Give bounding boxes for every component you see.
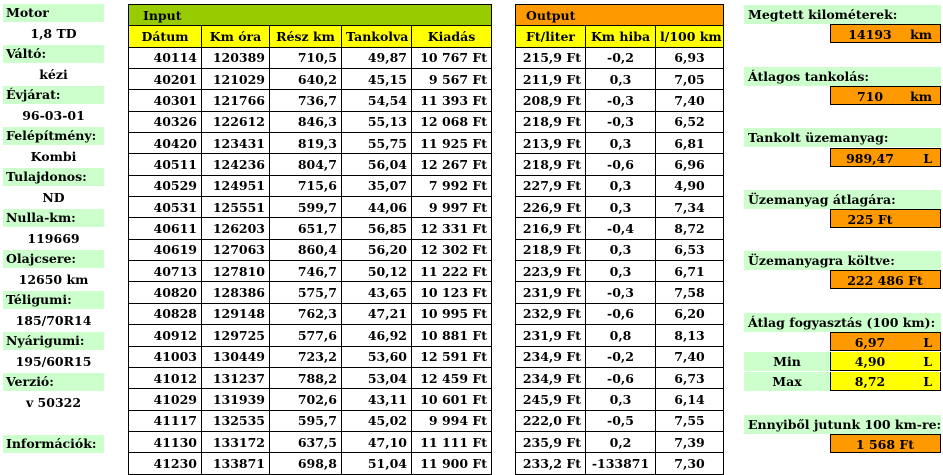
odometer-cell[interactable]: 124951 bbox=[202, 175, 270, 196]
avg-price-value: 225 Ft bbox=[847, 212, 893, 227]
info-label[interactable]: Információk: bbox=[3, 435, 104, 453]
refuelled-cell[interactable]: 55,13 bbox=[342, 111, 412, 132]
input-table-row bbox=[129, 303, 492, 324]
price-per-liter-cell: 232,9 Ft bbox=[516, 303, 586, 324]
column-header-consumption: l/100 km bbox=[656, 26, 724, 47]
price-per-liter-cell: 216,9 Ft bbox=[516, 218, 586, 239]
distance-unit: km bbox=[910, 27, 932, 42]
date-cell[interactable]: 40301 bbox=[129, 90, 202, 111]
output-title-row bbox=[516, 5, 724, 26]
refuelled-cell[interactable]: 49,87 bbox=[342, 47, 412, 68]
price-per-liter-cell: 213,9 Ft bbox=[516, 133, 586, 154]
fuel-spent-box[interactable] bbox=[830, 270, 941, 289]
km-error-cell: 0,3 bbox=[586, 389, 656, 410]
km-error-cell: -0,6 bbox=[586, 367, 656, 388]
trip-km-cell[interactable]: 819,3 bbox=[270, 133, 342, 154]
consumption-cell: 7,40 bbox=[656, 90, 724, 111]
refuelled-cell[interactable]: 51,04 bbox=[342, 453, 412, 474]
date-cell[interactable]: 41230 bbox=[129, 453, 202, 474]
body-label: Felépítmény: bbox=[3, 127, 104, 145]
consumption-cell: 7,30 bbox=[656, 453, 724, 474]
consumption-cell: 6,14 bbox=[656, 389, 724, 410]
trip-km-cell[interactable]: 804,7 bbox=[270, 154, 342, 175]
km-error-cell: 0,2 bbox=[586, 431, 656, 452]
output-table-row bbox=[516, 90, 724, 111]
refuelled-cell[interactable]: 44,06 bbox=[342, 197, 412, 218]
gearbox-label: Váltó: bbox=[3, 45, 104, 63]
km-error-cell: -0,3 bbox=[586, 111, 656, 132]
date-cell[interactable]: 40511 bbox=[129, 154, 202, 175]
date-cell[interactable]: 40820 bbox=[129, 282, 202, 303]
output-table-row bbox=[516, 346, 724, 367]
trip-km-cell[interactable]: 746,7 bbox=[270, 261, 342, 282]
consumption-avg-unit: L bbox=[923, 335, 932, 350]
price-per-liter-cell: 234,9 Ft bbox=[516, 367, 586, 388]
expense-cell[interactable]: 12 068 Ft bbox=[412, 111, 492, 132]
km-error-cell: 0,3 bbox=[586, 261, 656, 282]
expense-cell[interactable]: 9 567 Ft bbox=[412, 69, 492, 90]
consumption-avg-value: 6,97 bbox=[854, 335, 886, 350]
input-table-row bbox=[129, 389, 492, 410]
trip-km-cell[interactable]: 595,7 bbox=[270, 410, 342, 431]
input-title: Input bbox=[129, 5, 492, 26]
refuelled-cell[interactable]: 56,20 bbox=[342, 239, 412, 260]
refuelled-cell[interactable]: 56,04 bbox=[342, 154, 412, 175]
expense-cell[interactable]: 12 459 Ft bbox=[412, 367, 492, 388]
trip-km-cell[interactable]: 846,3 bbox=[270, 111, 342, 132]
km-error-cell: 0,3 bbox=[586, 197, 656, 218]
input-table-row bbox=[129, 154, 492, 175]
km-error-cell: -0,6 bbox=[586, 154, 656, 175]
consumption-cell: 7,34 bbox=[656, 197, 724, 218]
input-table-row bbox=[129, 111, 492, 132]
expense-cell[interactable]: 9 997 Ft bbox=[412, 197, 492, 218]
avg-refuel-value: 710 bbox=[856, 89, 884, 104]
date-cell[interactable]: 40611 bbox=[129, 218, 202, 239]
output-table-row bbox=[516, 69, 724, 90]
fuel-total-unit: L bbox=[923, 151, 932, 166]
cost-100-label: Ennyiből jutunk 100 km-re: bbox=[744, 415, 941, 434]
refuelled-cell[interactable]: 53,04 bbox=[342, 367, 412, 388]
consumption-min-box[interactable] bbox=[830, 352, 941, 371]
output-table-row bbox=[516, 239, 724, 260]
date-cell[interactable]: 40619 bbox=[129, 239, 202, 260]
column-header-odometer: Km óra bbox=[202, 26, 270, 47]
owner-label: Tulajdonos: bbox=[3, 168, 104, 186]
body-value[interactable]: Kombi bbox=[30, 149, 77, 164]
input-table-row bbox=[129, 325, 492, 346]
odometer-cell[interactable]: 130449 bbox=[202, 346, 270, 367]
price-per-liter-cell: 227,9 Ft bbox=[516, 175, 586, 196]
consumption-min-unit: L bbox=[923, 354, 932, 369]
trip-km-cell[interactable]: 702,6 bbox=[270, 389, 342, 410]
expense-cell[interactable]: 10 601 Ft bbox=[412, 389, 492, 410]
gearbox-value[interactable]: kézi bbox=[39, 67, 68, 82]
refuelled-cell[interactable]: 46,92 bbox=[342, 325, 412, 346]
consumption-cell: 6,71 bbox=[656, 261, 724, 282]
output-table-row bbox=[516, 175, 724, 196]
km-error-cell: -0,2 bbox=[586, 346, 656, 367]
version-label: Verzió: bbox=[3, 373, 104, 391]
output-table bbox=[515, 4, 724, 475]
consumption-cell: 7,58 bbox=[656, 282, 724, 303]
consumption-cell: 6,81 bbox=[656, 133, 724, 154]
year-value[interactable]: 96-03-01 bbox=[22, 108, 85, 123]
output-table-row bbox=[516, 389, 724, 410]
avg-refuel-unit: km bbox=[910, 89, 932, 104]
refuelled-cell[interactable]: 53,60 bbox=[342, 346, 412, 367]
winter-tyre-label: Téligumi: bbox=[3, 291, 104, 309]
expense-cell[interactable]: 10 995 Ft bbox=[412, 303, 492, 324]
expense-cell[interactable]: 10 767 Ft bbox=[412, 47, 492, 68]
input-table-row bbox=[129, 197, 492, 218]
odometer-cell[interactable]: 121029 bbox=[202, 69, 270, 90]
odometer-cell[interactable]: 129725 bbox=[202, 325, 270, 346]
input-table-row bbox=[129, 47, 492, 68]
output-title: Output bbox=[516, 5, 724, 26]
price-per-liter-cell: 233,2 Ft bbox=[516, 453, 586, 474]
input-table-row bbox=[129, 346, 492, 367]
output-table-row bbox=[516, 303, 724, 324]
consumption-cell: 7,39 bbox=[656, 431, 724, 452]
distance-label: Megtett kilométerek: bbox=[744, 5, 941, 24]
output-column-headers bbox=[516, 26, 724, 47]
expense-cell[interactable]: 10 881 Ft bbox=[412, 325, 492, 346]
consumption-cell: 6,96 bbox=[656, 154, 724, 175]
input-table-row bbox=[129, 175, 492, 196]
expense-cell[interactable]: 11 111 Ft bbox=[412, 431, 492, 452]
trip-km-cell[interactable]: 651,7 bbox=[270, 218, 342, 239]
refuelled-cell[interactable]: 43,11 bbox=[342, 389, 412, 410]
odometer-cell[interactable]: 131237 bbox=[202, 367, 270, 388]
km-error-cell: -133871 bbox=[586, 453, 656, 474]
input-table-row bbox=[129, 69, 492, 90]
trip-km-cell[interactable]: 715,6 bbox=[270, 175, 342, 196]
output-table-row bbox=[516, 282, 724, 303]
fuel-total-value: 989,47 bbox=[846, 151, 894, 166]
km-error-cell: -0,2 bbox=[586, 47, 656, 68]
version-value[interactable]: v 50322 bbox=[25, 395, 82, 410]
fuel-total-box[interactable] bbox=[830, 148, 941, 167]
date-cell[interactable]: 40201 bbox=[129, 69, 202, 90]
year-label: Évjárat: bbox=[3, 86, 104, 104]
km-error-cell: 0,3 bbox=[586, 133, 656, 154]
fuel-spent-label: Üzemanyagra költve: bbox=[744, 251, 941, 270]
max-label: Max bbox=[744, 372, 830, 391]
engine-value[interactable]: 1,8 TD bbox=[30, 26, 77, 41]
fuel-spent-value: 222 486 Ft bbox=[847, 273, 923, 288]
output-table-row bbox=[516, 111, 724, 132]
refuelled-cell[interactable]: 55,75 bbox=[342, 133, 412, 154]
output-table-row bbox=[516, 431, 724, 452]
price-per-liter-cell: 226,9 Ft bbox=[516, 197, 586, 218]
consumption-cell: 7,05 bbox=[656, 69, 724, 90]
odometer-cell[interactable]: 129148 bbox=[202, 303, 270, 324]
consumption-max-box[interactable] bbox=[830, 372, 941, 391]
price-per-liter-cell: 231,9 Ft bbox=[516, 282, 586, 303]
odometer-cell[interactable]: 126203 bbox=[202, 218, 270, 239]
cost-100-value: 1 568 Ft bbox=[855, 437, 915, 452]
output-table-row bbox=[516, 261, 724, 282]
odometer-cell[interactable]: 127810 bbox=[202, 261, 270, 282]
fuel-total-label: Tankolt üzemanyag: bbox=[744, 128, 941, 147]
owner-value[interactable]: ND bbox=[42, 190, 65, 205]
odometer-cell[interactable]: 124236 bbox=[202, 154, 270, 175]
consumption-cell: 7,55 bbox=[656, 410, 724, 431]
column-header-refuelled: Tankolva bbox=[342, 26, 412, 47]
km-error-cell: -0,5 bbox=[586, 410, 656, 431]
refuelled-cell[interactable]: 45,15 bbox=[342, 69, 412, 90]
consumption-cell: 6,73 bbox=[656, 367, 724, 388]
avg-price-box[interactable] bbox=[830, 209, 941, 228]
trip-km-cell[interactable]: 736,7 bbox=[270, 90, 342, 111]
trip-km-cell[interactable]: 860,4 bbox=[270, 239, 342, 260]
input-table-row bbox=[129, 431, 492, 452]
expense-cell[interactable]: 11 925 Ft bbox=[412, 133, 492, 154]
zero-km-value[interactable]: 119669 bbox=[27, 231, 80, 246]
avg-refuel-box[interactable] bbox=[830, 86, 941, 105]
expense-cell[interactable]: 12 331 Ft bbox=[412, 218, 492, 239]
input-table-row bbox=[129, 410, 492, 431]
output-table-row bbox=[516, 197, 724, 218]
expense-cell[interactable]: 10 123 Ft bbox=[412, 282, 492, 303]
column-header-km-error: Km hiba bbox=[586, 26, 656, 47]
consumption-cell: 6,93 bbox=[656, 47, 724, 68]
price-per-liter-cell: 234,9 Ft bbox=[516, 346, 586, 367]
refuelled-cell[interactable]: 45,02 bbox=[342, 410, 412, 431]
trip-km-cell[interactable]: 723,2 bbox=[270, 346, 342, 367]
odometer-cell[interactable]: 133172 bbox=[202, 431, 270, 452]
input-table-row bbox=[129, 90, 492, 111]
date-cell[interactable]: 41130 bbox=[129, 431, 202, 452]
odometer-cell[interactable]: 122612 bbox=[202, 111, 270, 132]
trip-km-cell[interactable]: 637,5 bbox=[270, 431, 342, 452]
distance-box[interactable] bbox=[830, 24, 941, 43]
date-cell[interactable]: 41012 bbox=[129, 367, 202, 388]
date-cell[interactable]: 40531 bbox=[129, 197, 202, 218]
consumption-cell: 8,72 bbox=[656, 218, 724, 239]
refuelled-cell[interactable]: 47,10 bbox=[342, 431, 412, 452]
trip-km-cell[interactable]: 577,6 bbox=[270, 325, 342, 346]
km-error-cell: -0,6 bbox=[586, 303, 656, 324]
odometer-cell[interactable]: 131939 bbox=[202, 389, 270, 410]
column-header-price-per-liter: Ft/liter bbox=[516, 26, 586, 47]
winter-tyre-value[interactable]: 185/70R14 bbox=[15, 313, 92, 328]
expense-cell[interactable]: 12 591 Ft bbox=[412, 346, 492, 367]
date-cell[interactable]: 40420 bbox=[129, 133, 202, 154]
price-per-liter-cell: 222,0 Ft bbox=[516, 410, 586, 431]
consumption-cell: 7,40 bbox=[656, 346, 724, 367]
date-cell[interactable]: 40713 bbox=[129, 261, 202, 282]
input-table-row bbox=[129, 133, 492, 154]
trip-km-cell[interactable]: 575,7 bbox=[270, 282, 342, 303]
consumption-avg-box[interactable] bbox=[830, 332, 941, 351]
km-error-cell: -0,3 bbox=[586, 282, 656, 303]
column-header-trip-km: Rész km bbox=[270, 26, 342, 47]
min-label: Min bbox=[744, 352, 830, 371]
oil-change-label: Olajcsere: bbox=[3, 250, 104, 268]
odometer-cell[interactable]: 120389 bbox=[202, 47, 270, 68]
date-cell[interactable]: 40114 bbox=[129, 47, 202, 68]
trip-km-cell[interactable]: 710,5 bbox=[270, 47, 342, 68]
input-table bbox=[128, 4, 492, 475]
consumption-min-value: 4,90 bbox=[854, 354, 886, 369]
input-table-row bbox=[129, 239, 492, 260]
consumption-cell: 6,52 bbox=[656, 111, 724, 132]
consumption-max-unit: L bbox=[923, 374, 932, 389]
date-cell[interactable]: 41117 bbox=[129, 410, 202, 431]
input-title-row bbox=[129, 5, 492, 26]
output-table-row bbox=[516, 154, 724, 175]
refuelled-cell[interactable]: 35,07 bbox=[342, 175, 412, 196]
km-error-cell: 0,3 bbox=[586, 175, 656, 196]
price-per-liter-cell: 218,9 Ft bbox=[516, 111, 586, 132]
refuelled-cell[interactable]: 43,65 bbox=[342, 282, 412, 303]
date-cell[interactable]: 40912 bbox=[129, 325, 202, 346]
engine-label: Motor bbox=[3, 4, 104, 22]
refuelled-cell[interactable]: 56,85 bbox=[342, 218, 412, 239]
trip-km-cell[interactable]: 762,3 bbox=[270, 303, 342, 324]
expense-cell[interactable]: 9 994 Ft bbox=[412, 410, 492, 431]
input-column-headers bbox=[129, 26, 492, 47]
expense-cell[interactable]: 11 393 Ft bbox=[412, 90, 492, 111]
expense-cell[interactable]: 11 222 Ft bbox=[412, 261, 492, 282]
expense-cell[interactable]: 12 302 Ft bbox=[412, 239, 492, 260]
price-per-liter-cell: 223,9 Ft bbox=[516, 261, 586, 282]
date-cell[interactable]: 41003 bbox=[129, 346, 202, 367]
odometer-cell[interactable]: 128386 bbox=[202, 282, 270, 303]
output-table-row bbox=[516, 218, 724, 239]
trip-km-cell[interactable]: 788,2 bbox=[270, 367, 342, 388]
column-header-expense: Kiadás bbox=[412, 26, 492, 47]
input-rows bbox=[129, 47, 492, 474]
distance-value: 14193 bbox=[848, 27, 892, 42]
input-table-row bbox=[129, 218, 492, 239]
input-table-row bbox=[129, 261, 492, 282]
zero-km-label: Nulla-km: bbox=[3, 209, 104, 227]
output-rows bbox=[516, 47, 724, 474]
trip-km-cell[interactable]: 698,8 bbox=[270, 453, 342, 474]
avg-refuel-label: Átlagos tankolás: bbox=[744, 67, 941, 86]
input-table-row bbox=[129, 282, 492, 303]
odometer-cell[interactable]: 121766 bbox=[202, 90, 270, 111]
consumption-cell: 8,13 bbox=[656, 325, 724, 346]
consumption-cell: 6,53 bbox=[656, 239, 724, 260]
refuelled-cell[interactable]: 54,54 bbox=[342, 90, 412, 111]
price-per-liter-cell: 211,9 Ft bbox=[516, 69, 586, 90]
km-error-cell: -0,4 bbox=[586, 218, 656, 239]
price-per-liter-cell: 231,9 Ft bbox=[516, 325, 586, 346]
odometer-cell[interactable]: 132535 bbox=[202, 410, 270, 431]
refuelled-cell[interactable]: 47,21 bbox=[342, 303, 412, 324]
column-header-date: Dátum bbox=[129, 26, 202, 47]
consumption-cell: 4,90 bbox=[656, 175, 724, 196]
summer-tyre-label: Nyárigumi: bbox=[3, 332, 104, 350]
date-cell[interactable]: 41029 bbox=[129, 389, 202, 410]
price-per-liter-cell: 218,9 Ft bbox=[516, 154, 586, 175]
km-error-cell: 0,3 bbox=[586, 239, 656, 260]
consumption-max-value: 8,72 bbox=[854, 374, 886, 389]
price-per-liter-cell: 218,9 Ft bbox=[516, 239, 586, 260]
date-cell[interactable]: 40326 bbox=[129, 111, 202, 132]
price-per-liter-cell: 235,9 Ft bbox=[516, 431, 586, 452]
price-per-liter-cell: 208,9 Ft bbox=[516, 90, 586, 111]
consumption-label: Átlag fogyasztás (100 km): bbox=[744, 313, 941, 332]
output-table-row bbox=[516, 47, 724, 68]
odometer-cell[interactable]: 123431 bbox=[202, 133, 270, 154]
trip-km-cell[interactable]: 640,2 bbox=[270, 69, 342, 90]
output-table-row bbox=[516, 367, 724, 388]
km-error-cell: 0,8 bbox=[586, 325, 656, 346]
output-table-row bbox=[516, 133, 724, 154]
odometer-cell[interactable]: 133871 bbox=[202, 453, 270, 474]
odometer-cell[interactable]: 125551 bbox=[202, 197, 270, 218]
cost-100-box[interactable] bbox=[830, 434, 941, 453]
expense-cell[interactable]: 12 267 Ft bbox=[412, 154, 492, 175]
date-cell[interactable]: 40828 bbox=[129, 303, 202, 324]
km-error-cell: -0,3 bbox=[586, 90, 656, 111]
date-cell[interactable]: 40529 bbox=[129, 175, 202, 196]
summer-tyre-value[interactable]: 195/60R15 bbox=[15, 354, 92, 369]
avg-price-label: Üzemanyag átlagára: bbox=[744, 190, 941, 209]
price-per-liter-cell: 215,9 Ft bbox=[516, 47, 586, 68]
price-per-liter-cell: 245,9 Ft bbox=[516, 389, 586, 410]
km-error-cell: 0,3 bbox=[586, 69, 656, 90]
output-table-row bbox=[516, 410, 724, 431]
expense-cell[interactable]: 7 992 Ft bbox=[412, 175, 492, 196]
oil-change-value[interactable]: 12650 km bbox=[18, 272, 89, 287]
output-table-row bbox=[516, 325, 724, 346]
consumption-cell: 6,20 bbox=[656, 303, 724, 324]
refuelled-cell[interactable]: 50,12 bbox=[342, 261, 412, 282]
trip-km-cell[interactable]: 599,7 bbox=[270, 197, 342, 218]
odometer-cell[interactable]: 127063 bbox=[202, 239, 270, 260]
input-table-row bbox=[129, 367, 492, 388]
expense-cell[interactable]: 11 900 Ft bbox=[412, 453, 492, 474]
